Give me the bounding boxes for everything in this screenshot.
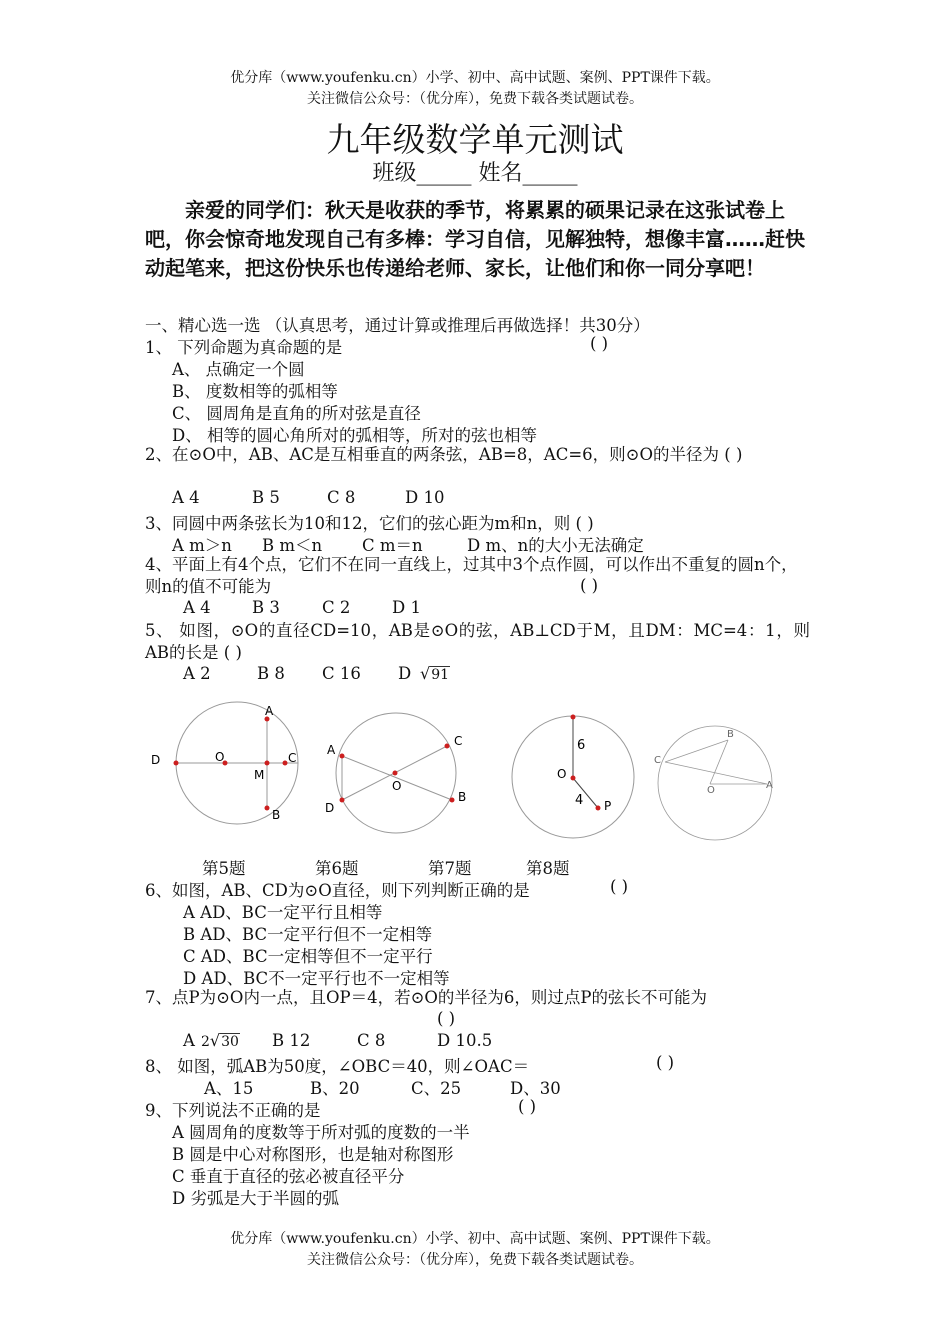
- q5-stem: 5、 如图，⊙O的直径CD=10，AB是⊙O的弦，AB⊥CD于M，且DM：MC=4：1，则AB的长是 ( ): [145, 621, 810, 662]
- fig6-label-d: D: [325, 801, 335, 815]
- figure-8: [654, 726, 773, 840]
- fig8-label-b: B: [727, 729, 734, 740]
- fig5-label-o: O: [215, 750, 225, 764]
- fig6-point-c: [445, 744, 450, 749]
- q8-option-c: C、25: [411, 1079, 462, 1098]
- fig5-point-m: [265, 761, 270, 766]
- fig6-point-d: [340, 798, 345, 803]
- fig6-diameter-ab: [342, 756, 452, 800]
- q9-option-a: A 圆周角的度数等于所对弧的度数的一半: [172, 1123, 470, 1142]
- fig5-label-m: M: [254, 768, 265, 782]
- footer-line-1: 优分库（www.youfenku.cn）小学、初中、高中试题、案例、PPT课件下载。: [230, 1231, 720, 1247]
- q6-option-b: B AD、BC一定平行但不一定相等: [183, 925, 433, 944]
- q5-option-d-sqrt: √91: [420, 664, 450, 683]
- q4-stem: 4、平面上有4个点，它们不在同一直线上，过其中3个点作圆，可以作出不重复的圆n个，则n的值不可能为: [145, 555, 798, 596]
- fig7-point-o: [571, 776, 576, 781]
- fig5-label-b: B: [272, 808, 281, 822]
- class-name-line: 班级_____ 姓名_____: [372, 161, 578, 186]
- intro-paragraph: 亲爱的同学们：秋天是收获的季节，将累累的硕果记录在这张试卷上吧，你会惊奇地发现自己有多棒：学习自信，见解独特，想像丰富……赶快动起笔来，把这份快乐也传递给老师、家长，让他们和你一同分享吧！: [145, 198, 805, 280]
- figure-6: [325, 713, 466, 833]
- q8-option-a: A、15: [204, 1079, 254, 1098]
- q7-a-coefficient: 2: [201, 1034, 210, 1050]
- q1-option-d: D、 相等的圆心角所对的弧相等，所对的弦也相等: [172, 426, 537, 445]
- q3-option-a: A m＞n: [172, 536, 232, 555]
- q7-answer-paren: ( ): [437, 1009, 456, 1028]
- q8-answer-paren: ( ): [656, 1053, 675, 1072]
- fig5-label-a: A: [265, 704, 274, 718]
- q6-option-d: D AD、BC不一定平行也不一定相等: [183, 969, 450, 988]
- fig7-point-p: [596, 806, 601, 811]
- fig8-label-o: O: [707, 785, 715, 796]
- q4-answer-paren: ( ): [580, 576, 599, 595]
- q7-option-c: C 8: [357, 1031, 386, 1050]
- q8-option-d: D、30: [510, 1079, 561, 1098]
- q8-stem: 8、 如图，弧AB为50度，∠OBC＝40，则∠OAC＝: [145, 1057, 530, 1076]
- fig7-label-p: P: [604, 799, 612, 813]
- q5-option-c: C 16: [322, 664, 361, 683]
- q9-stem: 9、下列说法不正确的是: [145, 1101, 321, 1120]
- q4-option-a: A 4: [183, 598, 211, 617]
- q2-option-b: B 5: [252, 488, 280, 507]
- q7-option-a-expr: 2√30: [201, 1031, 239, 1050]
- fig6-point-o: [393, 771, 398, 776]
- section-1-heading: 一、精心选一选 （认真思考，通过计算或推理后再做选择！共30分）: [145, 316, 650, 335]
- q2-option-a: A 4: [172, 488, 200, 507]
- fig5-point-c: [283, 761, 288, 766]
- q1-option-b: B、 度数相等的弧相等: [172, 382, 338, 401]
- fig6-label-c: C: [454, 734, 463, 748]
- q3-option-d: D m、n的大小无法确定: [467, 536, 644, 555]
- fig8-label-c: C: [654, 755, 661, 766]
- header-line-2: 关注微信公众号：（优分库），免费下载各类试题试卷。: [307, 91, 643, 107]
- fig7-label-o: O: [557, 767, 567, 781]
- q4-option-b: B 3: [252, 598, 280, 617]
- fig7-label-6: 6: [577, 738, 586, 753]
- q5-option-d: D: [398, 664, 412, 683]
- fig5-point-d: [174, 761, 179, 766]
- caption-fig8: 第8题: [526, 859, 570, 878]
- fig7-point-top: [571, 715, 576, 720]
- fig8-label-a: A: [766, 780, 773, 791]
- q9-option-c: C 垂直于直径的弦必被直径平分: [172, 1167, 405, 1186]
- q7-option-b: B 12: [272, 1031, 311, 1050]
- fig8-circle: [658, 726, 772, 840]
- fig6-label-b: B: [458, 790, 467, 804]
- fig5-label-d: D: [151, 753, 161, 767]
- q9-answer-paren: ( ): [518, 1097, 537, 1116]
- header-line-1: 优分库（www.youfenku.cn）小学、初中、高中试题、案例、PPT课件下载。: [230, 70, 720, 86]
- q9-option-d: D 劣弧是大于半圆的弧: [172, 1189, 339, 1208]
- q8-option-b: B、20: [310, 1079, 360, 1098]
- fig8-radius-ob: [710, 740, 728, 784]
- q5-option-a: A 2: [183, 664, 211, 683]
- caption-fig5: 第5题: [202, 859, 246, 878]
- q3-option-b: B m＜n: [262, 536, 323, 555]
- q4-option-d: D 1: [392, 598, 421, 617]
- q7-option-a: A: [183, 1031, 195, 1050]
- fig8-chord-ca: [665, 762, 767, 784]
- figure-5: [151, 702, 298, 824]
- q4-option-c: C 2: [322, 598, 351, 617]
- fig6-point-a: [340, 754, 345, 759]
- fig6-point-b: [450, 798, 455, 803]
- fig6-label-o: O: [392, 779, 402, 793]
- fig5-label-c: C: [288, 751, 297, 765]
- q1-answer-paren: ( ): [590, 334, 609, 353]
- q7-stem: 7、点P为⊙O内一点，且OP＝4，若⊙O的半径为6，则过点P的弦长不可能为: [145, 988, 708, 1007]
- footer-line-2: 关注微信公众号：（优分库），免费下载各类试题试卷。: [307, 1252, 643, 1268]
- q7-a-radicand: 30: [221, 1034, 239, 1050]
- q7-option-d: D 10.5: [437, 1031, 493, 1050]
- q2-stem: 2、在⊙O中，AB、AC是互相垂直的两条弦，AB=8，AC=6，则⊙O的半径为 ( ): [145, 445, 743, 464]
- figures-row: [140, 700, 820, 850]
- q3-stem: 3、同圆中两条弦长为10和12，它们的弦心距为m和n，则 ( ): [145, 514, 594, 533]
- q6-stem: 6、如图，AB、CD为⊙O直径，则下列判断正确的是: [145, 881, 530, 900]
- q1-option-c: C、 圆周角是直角的所对弦是直径: [172, 404, 421, 423]
- q2-option-d: D 10: [405, 488, 445, 507]
- q1-stem: 1、 下列命题为真命题的是: [145, 338, 343, 357]
- q6-answer-paren: ( ): [610, 877, 629, 896]
- caption-fig7: 第7题: [428, 859, 472, 878]
- q1-option-a: A、 点确定一个圆: [172, 360, 305, 379]
- page-title: 九年级数学单元测试: [326, 120, 624, 159]
- q3-option-c: C m＝n: [362, 536, 423, 555]
- caption-fig6: 第6题: [315, 859, 359, 878]
- fig6-label-a: A: [327, 743, 336, 757]
- q6-option-a: A AD、BC一定平行且相等: [183, 903, 383, 922]
- fig5-point-b: [265, 806, 270, 811]
- q5-option-b: B 8: [257, 664, 285, 683]
- fig7-label-4: 4: [575, 793, 584, 808]
- sqrt-radicand: 91: [431, 667, 450, 683]
- q9-option-b: B 圆是中心对称图形，也是轴对称图形: [172, 1145, 454, 1164]
- figure-7: [512, 715, 634, 839]
- q2-option-c: C 8: [327, 488, 356, 507]
- q6-option-c: C AD、BC一定相等但不一定平行: [183, 947, 433, 966]
